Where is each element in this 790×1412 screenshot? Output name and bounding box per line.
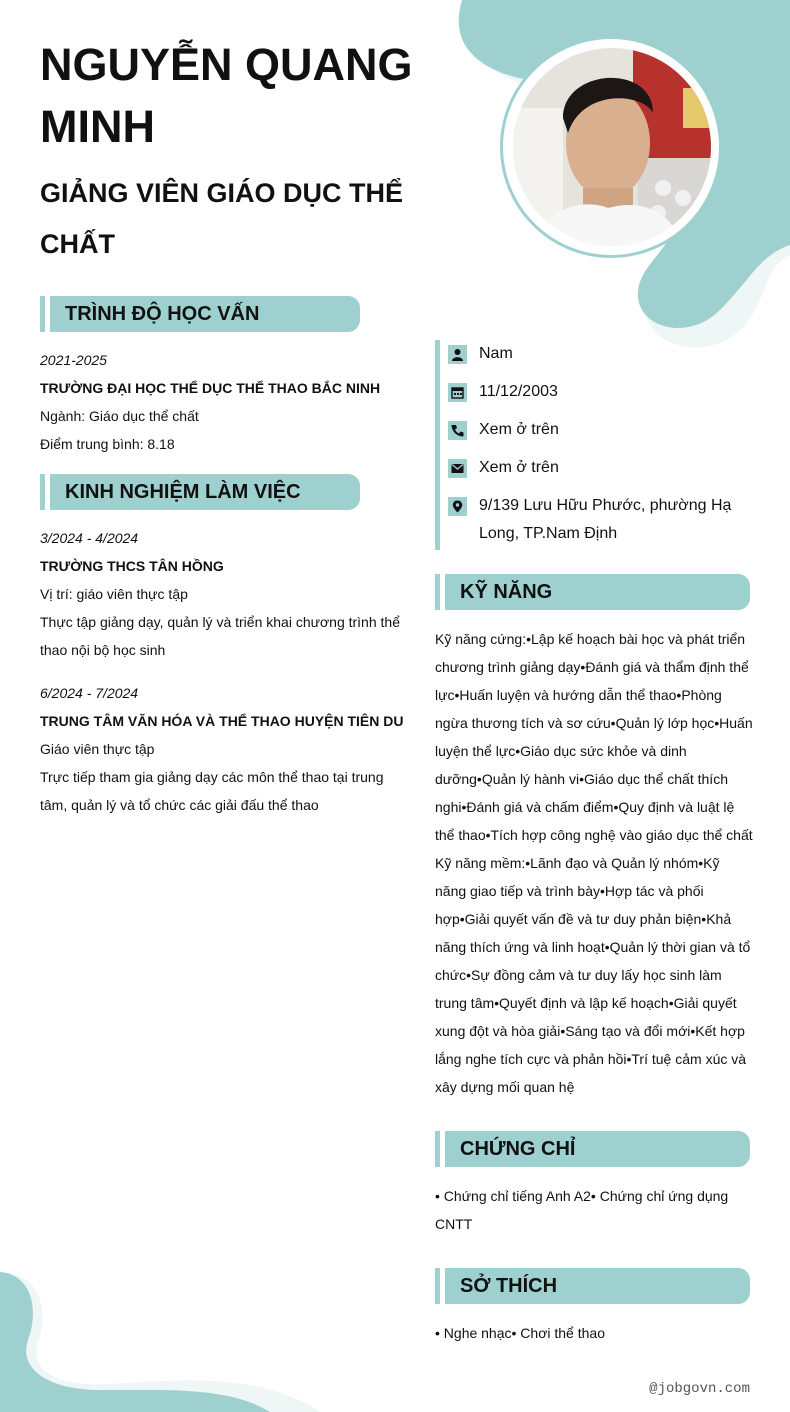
contact-address: 9/139 Lưu Hữu Phước, phường Hạ Long, TP.Nam Định [448, 492, 760, 548]
experience-desc: Thực tập giảng dạy, quản lý và triển khai chương trình thể thao nội bộ học sinh [40, 614, 400, 658]
contact-phone: Xem ở trên [448, 416, 760, 444]
contact-email: Xem ở trên [448, 454, 760, 482]
experience-date: 3/2024 - 4/2024 [40, 530, 139, 546]
experience-date: 6/2024 - 7/2024 [40, 685, 139, 701]
skills-title: KỸ NĂNG [445, 574, 750, 610]
watermark: @jobgovn.com [649, 1381, 750, 1397]
person-icon [448, 345, 467, 364]
hobbies-section-header [435, 1268, 750, 1304]
experience-role: Vị trí: giáo viên thực tập [40, 586, 188, 602]
experience-desc: Trực tiếp tham gia giảng dạy các môn thể thao tại trung tâm, quản lý và tổ chức các giải đấu thể thao [40, 769, 384, 813]
skills-section-header [435, 574, 750, 610]
education-section [40, 346, 405, 458]
experience-title: KINH NGHIỆM LÀM VIỆC [50, 474, 360, 510]
hobbies-title: SỞ THÍCH [445, 1268, 750, 1304]
certificates-title: CHỨNG CHỈ [445, 1131, 750, 1167]
calendar-icon [448, 383, 467, 402]
education-gpa: Điểm trung bình: 8.18 [40, 436, 175, 452]
experience-item [40, 524, 405, 664]
experience-org: TRƯỜNG THCS TÂN HỒNG [40, 558, 224, 574]
phone-icon [448, 421, 467, 440]
experience-org: TRUNG TÂM VĂN HÓA VÀ THỂ THAO HUYỆN TIÊN DU [40, 713, 404, 729]
experience-section-header [40, 474, 360, 510]
certificates-section-header [435, 1131, 750, 1167]
experience-item [40, 679, 405, 819]
skills-text: Kỹ năng cứng:•Lập kế hoạch bài học và phát triển chương trình giảng dạy•Đánh giá và thẩm định thể lực•Huấn luyện và hướng dẫn thể thao•Phòng ngừa thương tích và sơ cứu•Quản lý lớp học•Huấn luyện thể lực•Giáo dục sức khỏe và dinh dưỡng•Quản lý hành vi•Giáo dục thể chất thích nghi•Đánh giá và chấm điểm•Quy định và luật lệ thể thao•Tích hợp công nghệ vào giáo dục thể chất Kỹ năng mềm:•Lãnh đạo và Quản lý nhóm•Kỹ năng giao tiếp và trình bày•Hợp tác và phối hợp•Giải quyết vấn đề và tư duy phản biện•Khả năng thích ứng và linh hoạt•Quản lý thời gian và tổ chức•Sự đồng cảm và tư duy lấy học sinh làm trung tâm•Quyết định và lập kế hoạch•Giải quyết xung đột và hòa giải•Sáng tạo và đổi mới•Kết hợp lắng nghe tích cực và phản hồi•Trí tuệ cảm xúc và xây dựng mối quan hệ [435, 631, 753, 1095]
job-title: GIẢNG VIÊN GIÁO DỤC THỂ CHẤT [40, 178, 404, 259]
contact-info [435, 340, 760, 550]
contact-birthday: 11/12/2003 [448, 378, 760, 406]
certificates-text: • Chứng chỉ tiếng Anh A2• Chứng chỉ ứng dụng CNTT [435, 1188, 729, 1232]
candidate-name: NGUYỄN QUANG MINH [40, 39, 413, 152]
hobbies-text: • Nghe nhạc• Chơi thể thao [435, 1325, 605, 1341]
education-school: TRƯỜNG ĐẠI HỌC THỂ DỤC THỂ THAO BẮC NINH [40, 380, 381, 396]
education-section-header [40, 296, 360, 332]
education-date: 2021-2025 [40, 352, 107, 368]
location-pin-icon [448, 497, 467, 516]
avatar-photo [513, 48, 711, 246]
education-title: TRÌNH ĐỘ HỌC VẤN [50, 296, 360, 332]
avatar [513, 48, 711, 246]
decorative-blob-bottom [0, 1262, 320, 1412]
experience-role: Giáo viên thực tập [40, 741, 155, 757]
contact-gender: Nam [448, 340, 760, 368]
education-major: Ngành: Giáo dục thể chất [40, 408, 199, 424]
mail-icon [448, 459, 467, 478]
